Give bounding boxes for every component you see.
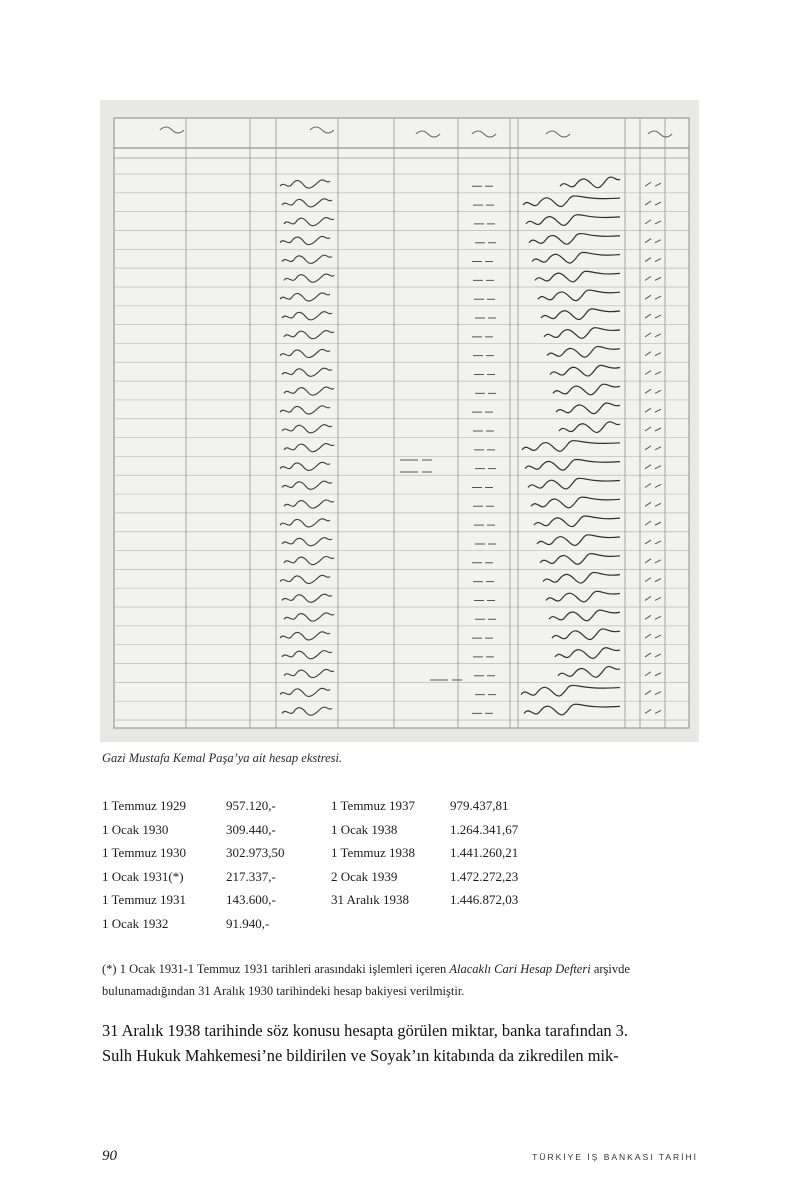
balance-table-left: [102, 794, 285, 936]
balance-amount: 217.337,-: [226, 868, 276, 884]
balance-amount: 957.120,-: [226, 798, 276, 813]
body-line-2: Sulh Hukuk Mahkemesi’ne bildirilen ve Soyak’ın kitabında da zikredilen mik-: [102, 1046, 619, 1065]
balance-amount: 309.440,-: [226, 821, 276, 837]
balance-date: 1 Temmuz 1938: [331, 845, 416, 861]
balance-row: [331, 888, 518, 912]
ledger-statement-photo: [100, 100, 699, 742]
page-number: 90: [102, 1148, 117, 1164]
body-paragraph: [102, 1018, 702, 1068]
balance-amount: 302.973,50: [226, 845, 285, 861]
balance-amount: 143.600,-: [226, 892, 276, 908]
figure-caption: Gazi Mustafa Kemal Paşa’ya ait hesap ekstresi.: [102, 751, 343, 765]
balance-date: 31 Aralık 1938: [331, 892, 409, 908]
balance-amount: 91.940,-: [226, 915, 270, 931]
balance-row: [102, 841, 285, 865]
balance-row: [331, 865, 518, 889]
ledger-sheet-drawing: [100, 100, 699, 742]
balance-row: [102, 912, 285, 936]
balance-date: 1 Temmuz 1937: [331, 798, 416, 813]
balance-amount: 1.472.272,23: [450, 868, 519, 884]
balance-row: [331, 841, 518, 865]
balance-amount: 1.264.341,67: [450, 821, 519, 837]
balance-date: 1 Ocak 1938: [331, 821, 398, 837]
balance-date: 1 Ocak 1930: [102, 821, 169, 837]
balance-date: 2 Ocak 1939: [331, 868, 398, 884]
balance-date: 1 Ocak 1931(*): [102, 868, 184, 884]
balance-date: 1 Ocak 1932: [102, 915, 169, 931]
balance-row: [331, 818, 518, 842]
balance-table-right: [331, 794, 518, 912]
balance-amount: 979.437,81: [450, 798, 509, 813]
footnote: [102, 958, 698, 1002]
footnote-text-start: (*) 1 Ocak 1931-1 Temmuz 1931 tarihleri arasındaki işlemleri içeren: [102, 962, 450, 976]
balance-row: [102, 794, 285, 818]
body-line-1: 31 Aralık 1938 tarihinde söz konusu hesapta görülen miktar, banka tarafından 3.: [102, 1021, 628, 1040]
balance-row: [331, 794, 518, 818]
balance-date: 1 Temmuz 1930: [102, 845, 187, 861]
balance-amount: 1.441.260,21: [450, 845, 519, 861]
balance-row: [102, 865, 285, 889]
balance-amount: 1.446.872,03: [450, 892, 519, 908]
balance-row: [102, 888, 285, 912]
footnote-text-end: arşivde bulunamadığından 31 Aralık 1930 tarihindeki hesap bakiyesi verilmiştir.: [102, 962, 630, 998]
balance-date: 1 Temmuz 1931: [102, 892, 187, 908]
balance-date: 1 Temmuz 1929: [102, 798, 187, 813]
footnote-ledger-title: Alacaklı Cari Hesap Defteri: [449, 962, 591, 976]
balance-row: [102, 818, 285, 842]
sheet-border: [114, 118, 689, 728]
running-head: TÜRKİYE İŞ BANKASI TARİHİ: [532, 1152, 698, 1162]
